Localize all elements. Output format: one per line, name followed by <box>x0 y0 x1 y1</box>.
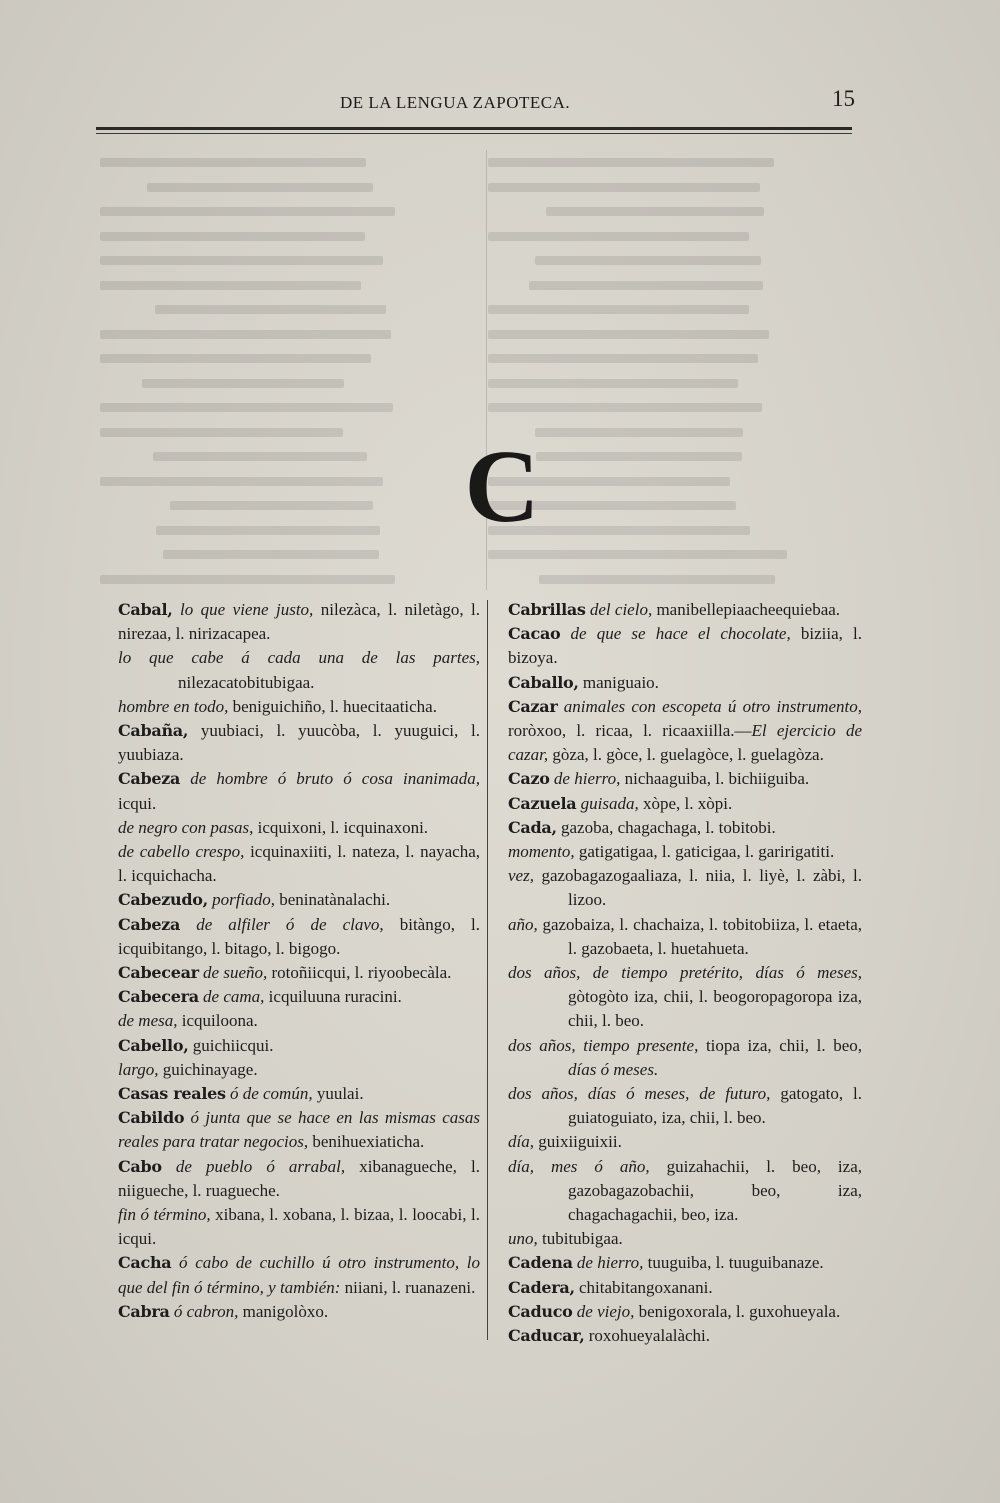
entry-cadena: Cadena de hierro, tuuguiba, l. tuuguibanaze. <box>508 1253 824 1273</box>
header-rule-thin <box>96 133 852 134</box>
entry-cabecear: Cabecear de sueño, rotoñiicqui, l. riyoobecàla. <box>118 963 452 983</box>
entry-cabrillas: Cabrillas del cielo, manibellepiaacheequiebaa. <box>508 600 841 619</box>
show-through-line <box>163 550 379 559</box>
show-through-line <box>100 575 395 584</box>
sub-entry: de mesa, icquiloona. <box>118 1011 258 1031</box>
show-through-line <box>100 477 383 486</box>
column-divider <box>487 600 488 1340</box>
show-through-line <box>488 330 769 339</box>
entry-cabana: Cabaña, yuubiaci, l. yuucòba, l. yuuguici, l. yuubiaza. <box>118 721 480 765</box>
show-through-line <box>147 183 373 192</box>
sub-entry: uno, tubitubigaa. <box>508 1229 623 1249</box>
entry-cadera: Cadera, chitabitangoxanani. <box>508 1277 713 1297</box>
page-number: 15 <box>832 86 855 111</box>
show-through-line <box>539 575 775 584</box>
header-rule <box>96 127 852 130</box>
show-through-line <box>100 232 365 241</box>
show-through-line <box>100 330 391 339</box>
entry-caducar: Caducar, roxohueyalalàchi. <box>508 1326 711 1346</box>
entry-caduco: Caduco de viejo, benigoxorala, l. guxohueyala. <box>508 1301 841 1321</box>
show-through-line <box>170 501 374 510</box>
sub-entry: momento, gatigatigaa, l. gaticigaa, l. garirigatiti. <box>508 842 835 862</box>
sub-entry: dos años, días ó meses, de futuro, gatogato, l. guiatoguiato, iza, chii, l. beo. <box>508 1084 862 1128</box>
entry-cazuela: Cazuela guisada, xòpe, l. xòpi. <box>508 793 733 813</box>
show-through-line <box>142 379 344 388</box>
entry-cabello: Cabello, guichiicqui. <box>118 1035 274 1055</box>
entry-cazar: Cazar animales con escopeta ú otro instrumento, roròxoo, l. ricaa, l. ricaaxiilla.—El ejercicio de cazar, gòza, l. gòce, l. guelagòce, l. guelagòza. <box>508 696 862 765</box>
sub-entry: día, mes ó año, guizahachii, l. beo, iza, gazobagazobachii, beo, iza, chagachagachii, beo, iza. <box>508 1156 862 1225</box>
show-through-line <box>488 379 738 388</box>
show-through-line <box>153 452 367 461</box>
entry-casas-reales: Casas reales ó de común, yuulai. <box>118 1084 364 1104</box>
entry-cabezudo: Cabezudo, porfiado, beninatànalachi. <box>118 890 391 910</box>
sub-entry: dos años, tiempo presente, tiopa iza, chii, l. beo, días ó meses. <box>508 1035 862 1079</box>
entry-cabo: Cabo de pueblo ó arrabal, xibanagueche, l. niigueche, l. ruagueche. <box>118 1156 480 1200</box>
entry-cacao: Cacao de que se hace el chocolate, biziia, l. bizoya. <box>508 624 862 668</box>
left-column <box>118 598 480 1324</box>
sub-entry: vez, gazobagazogaaliaza, l. niia, l. liyè, l. zàbi, l. lizoo. <box>508 866 862 910</box>
show-through-line <box>100 207 395 216</box>
show-through-line <box>100 256 383 265</box>
show-through-line <box>535 428 743 437</box>
show-through-line <box>100 158 366 167</box>
sub-entry: año, gazobaiza, l. chachaiza, l. tobitobiiza, l. etaeta, l. gazobaeta, l. huetahueta. <box>508 914 862 958</box>
entry-cazo: Cazo de hierro, nichaaguiba, l. bichiiguiba. <box>508 769 810 789</box>
entry-cabeza: Cabeza de hombre ó bruto ó cosa inanimada, icqui. <box>118 769 480 813</box>
entry-cada: Cada, gazoba, chagachaga, l. tobitobi. <box>508 817 776 837</box>
show-through-line <box>155 305 386 314</box>
entry-cabecera: Cabecera de cama, icquiluuna ruracini. <box>118 987 402 1007</box>
show-through-line <box>100 403 393 412</box>
entry-cabal: Cabal, lo que viene justo, nilezàca, l. niletàgo, l. nirezaa, l. nirizacapea. <box>118 600 480 644</box>
show-through-line <box>536 452 742 461</box>
show-through-line <box>488 403 762 412</box>
show-through-line <box>529 281 763 290</box>
show-through-line <box>488 354 758 363</box>
show-through-line <box>535 256 761 265</box>
sub-entry: día, guixiiguixii. <box>508 1132 622 1152</box>
sub-entry: fin ó término, xibana, l. xobana, l. bizaa, l. loocabi, l. icqui. <box>118 1205 480 1249</box>
show-through-line <box>488 232 749 241</box>
show-through-line <box>488 305 749 314</box>
entry-cacha: Cacha ó cabo de cuchillo ú otro instrumento, lo que del fin ó término, y también: niiani, l. ruanazeni. <box>118 1253 480 1297</box>
show-through-line <box>100 354 371 363</box>
show-through-line <box>156 526 380 535</box>
sub-entry: largo, guichinayage. <box>118 1059 258 1079</box>
entry-cabra: Cabra ó cabron, manigolòxo. <box>118 1301 329 1321</box>
show-through-line <box>488 158 774 167</box>
sub-entry: de negro con pasas, icquixoni, l. icquinaxoni. <box>118 817 429 837</box>
show-through-line <box>100 281 361 290</box>
entry-cabildo: Cabildo ó junta que se hace en las mismas casas reales para tratar negocios, benihuexiaticha. <box>118 1108 480 1152</box>
show-through-line <box>100 428 343 437</box>
right-column <box>508 598 862 1348</box>
show-through-line <box>488 183 760 192</box>
section-letter: C <box>464 429 540 544</box>
entry-caballo: Caballo, maniguaio. <box>508 672 659 692</box>
sub-entry: lo que cabe á cada una de las partes, nilezacatobitubigaa. <box>118 648 480 692</box>
entry-cabeza-alfiler: Cabeza de alfiler ó de clavo, bitàngo, l. icquibitango, l. bitago, l. bigogo. <box>118 914 480 958</box>
sub-entry: dos años, de tiempo pretérito, días ó meses, gòtogòto iza, chii, l. beogoropagoropa iza, chii, l. beo. <box>508 963 862 1031</box>
sub-entry: hombre en todo, beniguichiño, l. huecitaaticha. <box>118 696 437 716</box>
show-through-line <box>546 207 764 216</box>
sub-entry: de cabello crespo, icquinaxiiti, l. nateza, l. nayacha, l. icquichacha. <box>118 842 480 886</box>
running-title: DE LA LENGUA ZAPOTECA. <box>340 93 571 112</box>
show-through-line <box>488 550 787 559</box>
